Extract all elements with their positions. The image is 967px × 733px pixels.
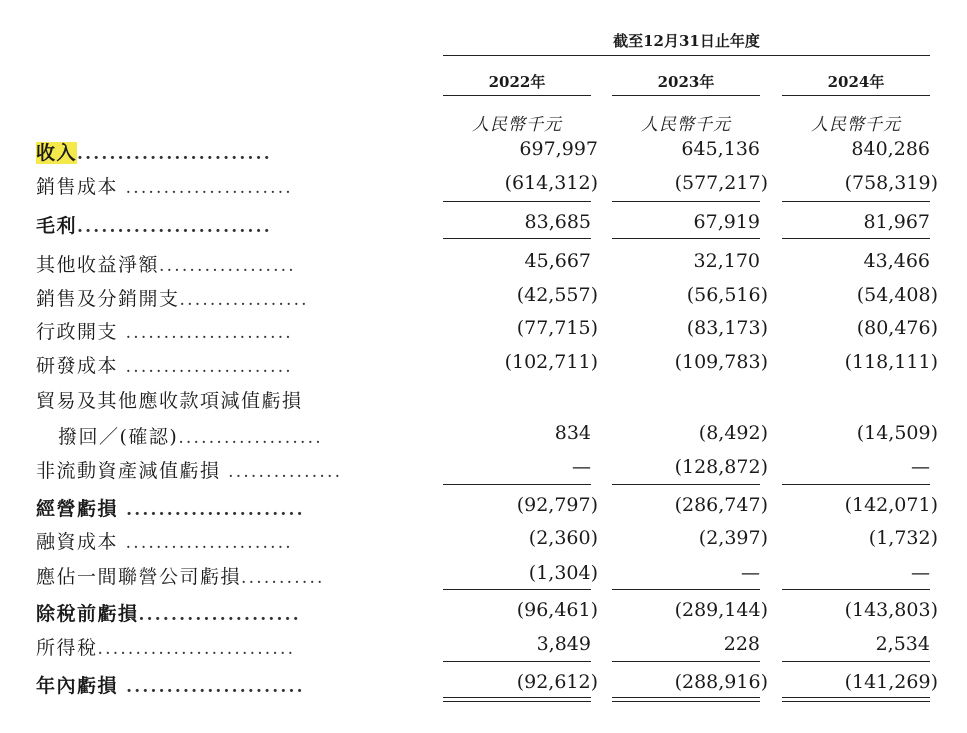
cell-revenue-2024: 840,286 (851, 138, 930, 160)
cell-operating-loss-2024: (142,071) (844, 494, 938, 516)
row-label-rd-costs (36, 351, 293, 378)
leader-dots: ................. (179, 290, 309, 310)
subtotal-rule (443, 661, 591, 662)
cell-loss-for-year-2024: (141,269) (844, 671, 938, 693)
cell-rd-costs-2024: (118,111) (844, 351, 938, 373)
row-label-text: 行政開支 (36, 321, 119, 343)
subtotal-rule (612, 589, 760, 590)
period-header: 截至12月31日止年度 (613, 32, 760, 50)
subtotal-rule (782, 661, 930, 662)
cell-operating-loss-2023: (286,747) (674, 494, 768, 516)
leader-dots: ........................ (77, 217, 272, 237)
row-label-text: 收入 (36, 142, 78, 164)
cell-loss-before-tax-2023: (289,144) (674, 599, 768, 621)
cell-loss-before-tax-2022: (96,461) (516, 599, 598, 621)
subtotal-rule (612, 661, 760, 662)
cell-impairment-reversal-2022: 834 (554, 422, 591, 444)
row-label-impairment-reversal (58, 422, 323, 449)
cell-admin-expenses-2024: (80,476) (856, 317, 938, 339)
cell-associate-loss-2024: — (911, 562, 930, 584)
row-label-text: 毛利 (36, 215, 78, 237)
cell-income-tax-2023: 228 (723, 633, 760, 655)
row-label-revenue (36, 138, 272, 165)
subtotal-rule (443, 589, 591, 590)
row-label-text: 融資成本 (36, 531, 119, 553)
row-label-loss-before-tax (36, 599, 301, 626)
subtotal-rule (782, 238, 930, 239)
year-rule (782, 95, 930, 96)
total-double-rule (612, 697, 760, 702)
cell-rd-costs-2022: (102,711) (504, 351, 598, 373)
cell-loss-for-year-2022: (92,612) (516, 671, 598, 693)
leader-dots: ...................... (118, 178, 293, 198)
cell-loss-before-tax-2024: (143,803) (844, 599, 938, 621)
cell-other-income-2023: 32,170 (693, 250, 760, 272)
cell-income-tax-2024: 2,534 (875, 633, 930, 655)
leader-dots: ........... (241, 568, 325, 588)
row-label-text: 研發成本 (36, 355, 119, 377)
subtotal-rule (443, 484, 591, 485)
row-label-other-income (36, 250, 296, 277)
period-rule (443, 55, 930, 56)
cell-cost-of-sales-2022: (614,312) (504, 172, 598, 194)
cell-selling-expenses-2022: (42,557) (516, 284, 598, 306)
subtotal-rule (443, 238, 591, 239)
cell-other-income-2022: 45,667 (524, 250, 591, 272)
year-header-2024: 2024年 (827, 73, 885, 91)
leader-dots: .......................... (97, 639, 296, 659)
leader-dots: ...................... (118, 357, 293, 377)
cell-cost-of-sales-2024: (758,319) (844, 172, 938, 194)
unit-label-2022: 人民幣千元 (472, 115, 562, 135)
subtotal-rule (612, 484, 760, 485)
cell-rd-costs-2023: (109,783) (674, 351, 768, 373)
year-rule (443, 95, 591, 96)
cell-finance-costs-2024: (1,732) (868, 527, 938, 549)
unit-label-2023: 人民幣千元 (641, 115, 731, 135)
cell-impairment-reversal-2023: (8,492) (698, 422, 768, 444)
cell-selling-expenses-2024: (54,408) (856, 284, 938, 306)
cell-gross-profit-2022: 83,685 (524, 211, 591, 233)
leader-dots: ...................... (118, 323, 293, 343)
cell-finance-costs-2022: (2,360) (528, 527, 598, 549)
cell-associate-loss-2023: — (741, 562, 760, 584)
total-double-rule (443, 697, 591, 702)
leader-dots: ............... (220, 462, 343, 482)
leader-dots: ...................... (118, 500, 305, 520)
row-label-text: 貿易及其他應收款項減值虧損 (36, 390, 303, 412)
cell-cost-of-sales-2023: (577,217) (674, 172, 768, 194)
row-label-admin-expenses (36, 317, 293, 344)
cell-non-current-impairment-2024: — (911, 456, 930, 478)
row-label-text: 非流動資產減值虧損 (36, 460, 221, 482)
subtotal-rule (782, 484, 930, 485)
leader-dots: ........................ (77, 144, 272, 164)
leader-dots: .................... (138, 605, 301, 625)
subtotal-rule (443, 201, 591, 202)
unit-label-2024: 人民幣千元 (811, 115, 901, 135)
cell-associate-loss-2022: (1,304) (528, 562, 598, 584)
row-label-operating-loss (36, 494, 305, 521)
row-label-text: 經營虧損 (36, 498, 119, 520)
row-label-selling-expenses (36, 284, 309, 311)
row-label-impairment-heading (36, 386, 303, 413)
cell-admin-expenses-2023: (83,173) (686, 317, 768, 339)
subtotal-rule (612, 238, 760, 239)
cell-non-current-impairment-2023: (128,872) (674, 456, 768, 478)
row-label-text: 應佔一間聯營公司虧損 (36, 566, 242, 588)
cell-loss-for-year-2023: (288,916) (674, 671, 768, 693)
cell-finance-costs-2023: (2,397) (698, 527, 768, 549)
row-label-text: 銷售成本 (36, 176, 119, 198)
year-header-2022: 2022年 (488, 73, 546, 91)
cell-non-current-impairment-2022: — (572, 456, 591, 478)
row-label-text: 除稅前虧損 (36, 603, 139, 625)
row-label-gross-profit (36, 211, 272, 238)
year-rule (612, 95, 760, 96)
leader-dots: ...................... (118, 533, 293, 553)
row-label-income-tax (36, 633, 295, 660)
row-label-text: 年內虧損 (36, 675, 119, 697)
row-label-cost-of-sales (36, 172, 293, 199)
row-label-loss-for-year (36, 671, 305, 698)
cell-revenue-2023: 645,136 (681, 138, 760, 160)
cell-admin-expenses-2022: (77,715) (516, 317, 598, 339)
row-label-finance-costs (36, 527, 293, 554)
cell-other-income-2024: 43,466 (863, 250, 930, 272)
row-label-text: 所得稅 (36, 637, 98, 659)
leader-dots: .................. (159, 256, 296, 276)
row-label-non-current-impairment (36, 456, 342, 483)
cell-revenue-2022: 697,997 (519, 138, 598, 160)
subtotal-rule (612, 201, 760, 202)
row-label-text: 撥回／(確認) (58, 426, 179, 448)
cell-gross-profit-2023: 67,919 (693, 211, 760, 233)
cell-gross-profit-2024: 81,967 (863, 211, 930, 233)
subtotal-rule (782, 589, 930, 590)
cell-income-tax-2022: 3,849 (536, 633, 591, 655)
cell-selling-expenses-2023: (56,516) (686, 284, 768, 306)
cell-impairment-reversal-2024: (14,509) (856, 422, 938, 444)
subtotal-rule (782, 201, 930, 202)
row-label-associate-loss (36, 562, 325, 589)
cell-operating-loss-2022: (92,797) (516, 494, 598, 516)
leader-dots: ...................... (118, 677, 305, 697)
row-label-text: 其他收益淨額 (36, 254, 160, 276)
year-header-2023: 2023年 (657, 73, 715, 91)
row-label-text: 銷售及分銷開支 (36, 288, 180, 310)
total-double-rule (782, 697, 930, 702)
leader-dots: ................... (178, 428, 323, 448)
